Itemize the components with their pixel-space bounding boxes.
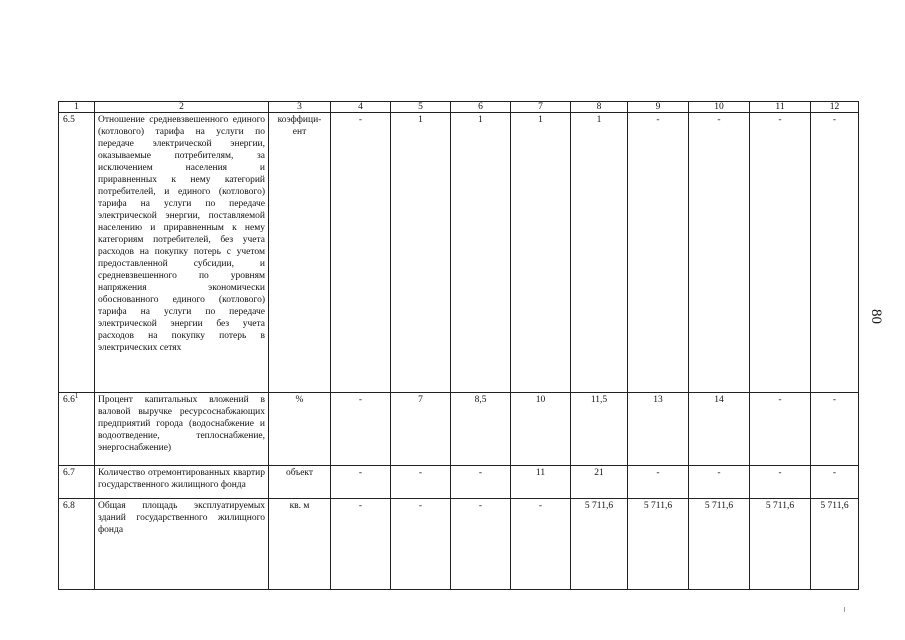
value-cell: - <box>750 113 811 393</box>
value-cell: - <box>451 466 511 499</box>
value-cell: 8,5 <box>451 393 511 466</box>
row-number: 6.5 <box>59 113 95 393</box>
value-cell: 1 <box>571 113 628 393</box>
unit-cell: объект <box>269 466 331 499</box>
value-cell: 13 <box>628 393 689 466</box>
column-header: 1 <box>59 102 95 113</box>
value-cell: - <box>511 499 571 590</box>
column-number-row <box>59 102 859 113</box>
value-cell: 10 <box>511 393 571 466</box>
indicator-name: Общая площадь эксплуатируемых зданий государственного жилищного фонда <box>95 499 269 590</box>
value-cell: - <box>391 499 451 590</box>
value-cell: 5 711,6 <box>811 499 859 590</box>
table-row <box>59 113 859 393</box>
column-header: 8 <box>571 102 628 113</box>
value-cell: - <box>750 466 811 499</box>
value-cell: 21 <box>571 466 628 499</box>
table-row <box>59 393 859 466</box>
indicators-table <box>58 101 859 590</box>
value-cell: 1 <box>511 113 571 393</box>
value-cell: 1 <box>391 113 451 393</box>
value-cell: 11,5 <box>571 393 628 466</box>
value-cell: - <box>331 393 391 466</box>
value-cell: - <box>811 466 859 499</box>
value-cell: - <box>811 113 859 393</box>
value-cell: - <box>391 466 451 499</box>
value-cell: 1 <box>451 113 511 393</box>
value-cell: - <box>331 466 391 499</box>
column-header: 12 <box>811 102 859 113</box>
value-cell: - <box>689 466 750 499</box>
value-cell: 11 <box>511 466 571 499</box>
value-cell: 5 711,6 <box>571 499 628 590</box>
value-cell: - <box>628 113 689 393</box>
row-number: 6.7 <box>59 466 95 499</box>
scan-mark <box>844 607 845 612</box>
indicator-name: Количество отремонтированных квартир государственного жилищного фонда <box>95 466 269 499</box>
table-row <box>59 466 859 499</box>
column-header: 9 <box>628 102 689 113</box>
value-cell: 5 711,6 <box>628 499 689 590</box>
unit-cell: кв. м <box>269 499 331 590</box>
unit-cell: % <box>269 393 331 466</box>
page-number: 80 <box>868 309 884 324</box>
indicator-name: Процент капитальных вложений в валовой выручке ресурсоснабжающих предприятий города (водоснабжение и водоотведение, теплоснабжение, энергоснабжение) <box>95 393 269 466</box>
value-cell: 7 <box>391 393 451 466</box>
column-header: 3 <box>269 102 331 113</box>
column-header: 5 <box>391 102 451 113</box>
row-number: 6.8 <box>59 499 95 590</box>
value-cell: 5 711,6 <box>750 499 811 590</box>
value-cell: - <box>689 113 750 393</box>
unit-cell: коэффици-ент <box>269 113 331 393</box>
column-header: 6 <box>451 102 511 113</box>
value-cell: - <box>331 113 391 393</box>
indicator-name: Отношение средневзвешенного единого (котлового) тарифа на услуги по передаче электрической энергии, оказываемые потребителям, за исключением населения и приравненных к нему категорий потребителей, и единого (котлового) тарифа на услуги по передаче электрической энергии, поставляемой населению и приравненным к нему категориям потребителей, без учета расходов на покупку потерь с учетом предоставленной субсидии, и средневзвешенного по уровням напряжения экономически обоснованного единого (котлового) тарифа на услуги по передаче электрической энергии без учета расходов на покупку потерь в электрических сетях <box>95 113 269 393</box>
value-cell: 14 <box>689 393 750 466</box>
value-cell: 5 711,6 <box>689 499 750 590</box>
value-cell: - <box>811 393 859 466</box>
column-header: 4 <box>331 102 391 113</box>
column-header: 7 <box>511 102 571 113</box>
row-number: $6.6^1$ <box>59 393 95 466</box>
table-row <box>59 499 859 590</box>
value-cell: - <box>750 393 811 466</box>
value-cell: - <box>628 466 689 499</box>
column-header: 2 <box>95 102 269 113</box>
value-cell: - <box>331 499 391 590</box>
value-cell: - <box>451 499 511 590</box>
column-header: 10 <box>689 102 750 113</box>
column-header: 11 <box>750 102 811 113</box>
